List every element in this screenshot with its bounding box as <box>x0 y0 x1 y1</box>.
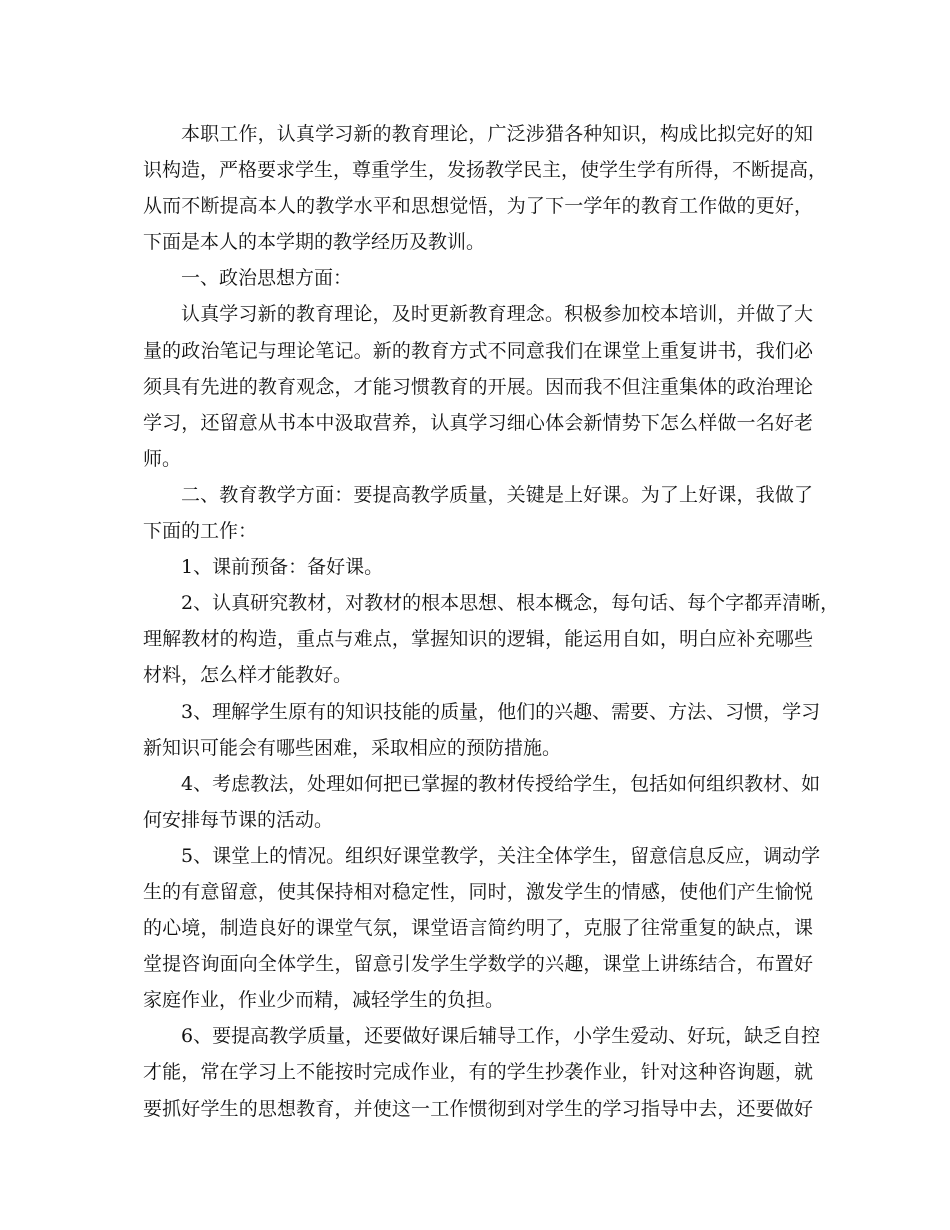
text-line: 何安排每节课的活动。 <box>143 808 334 831</box>
text-line: 师。 <box>143 447 182 470</box>
list-item: 3、理解学生原有的知识技能的质量，他们的兴趣、需要、方法、习惯，学习 <box>181 700 821 723</box>
text-line: 堂提咨询面向全体学生，留意引发学生学数学的兴趣，课堂上讲练结合，布置好 <box>143 953 813 976</box>
section-heading: 二、教育教学方面：要提高教学质量，关键是上好课。为了上好课，我做了 <box>181 483 813 506</box>
list-item: 2、认真研究教材，对教材的根本思想、根本概念，每句话、每个字都弄清晰， <box>181 592 840 615</box>
section-heading: 一、政治思想方面： <box>181 267 353 290</box>
document-body <box>143 116 840 1127</box>
text-line: 识构造，严格要求学生，尊重学生，发扬教学民主，使学生学有所得，不断提高， <box>143 159 828 182</box>
text-line: 生的有意留意，使其保持相对稳定性，同时，激发学生的情感，使他们产生愉悦 <box>143 880 813 903</box>
list-item: 4、考虑教法，处理如何把已掌握的教材传授给学生，包括如何组织教材、如 <box>181 772 821 795</box>
text-line: 学习，还留意从书本中汲取营养，认真学习细心体会新情势下怎么样做一名好老 <box>143 411 813 434</box>
text-line: 的心境，制造良好的课堂气氛，课堂语言简约明了，克服了往常重复的缺点，课 <box>143 917 813 940</box>
text-line: 才能，常在学习上不能按时完成作业，有的学生抄袭作业，针对这种咨询题，就 <box>143 1061 813 1084</box>
text-line: 本职工作，认真学习新的教育理论，广泛涉猎各种知识，构成比拟完好的知 <box>181 123 813 145</box>
list-item: 5、课堂上的情况。组织好课堂教学，关注全体学生，留意信息反应，调动学 <box>181 844 821 867</box>
text-line: 下面是本人的本学期的教学经历及教训。 <box>143 231 486 254</box>
text-line: 下面的工作： <box>143 520 258 543</box>
text-line: 量的政治笔记与理论笔记。新的教育方式不同意我们在课堂上重复讲书，我们必 <box>143 339 813 362</box>
text-line: 要抓好学生的思想教育，并使这一工作惯彻到对学生的学习指导中去，还要做好 <box>143 1097 813 1120</box>
list-item: 6、要提高教学质量，还要做好课后辅导工作，小学生爱动、好玩，缺乏自控 <box>181 1025 821 1048</box>
text-line: 认真学习新的教育理论，及时更新教育理念。积极参加校本培训，并做了大 <box>181 303 813 326</box>
text-line: 新知识可能会有哪些困难，采取相应的预防措施。 <box>143 736 562 759</box>
text-line: 理解教材的构造，重点与难点，掌握知识的逻辑，能运用自如，明白应补充哪些 <box>143 628 813 651</box>
text-line: 须具有先进的教育观念，才能习惯教育的开展。因而我不但注重集体的政治理论 <box>143 375 813 398</box>
text-line: 家庭作业，作业少而精，减轻学生的负担。 <box>143 989 505 1012</box>
text-line: 从而不断提高本人的教学水平和思想觉悟，为了下一学年的教育工作做的更好， <box>143 195 813 218</box>
text-line: 材料，怎么样才能教好。 <box>143 664 353 687</box>
list-item: 1、课前预备：备好课。 <box>181 556 384 579</box>
